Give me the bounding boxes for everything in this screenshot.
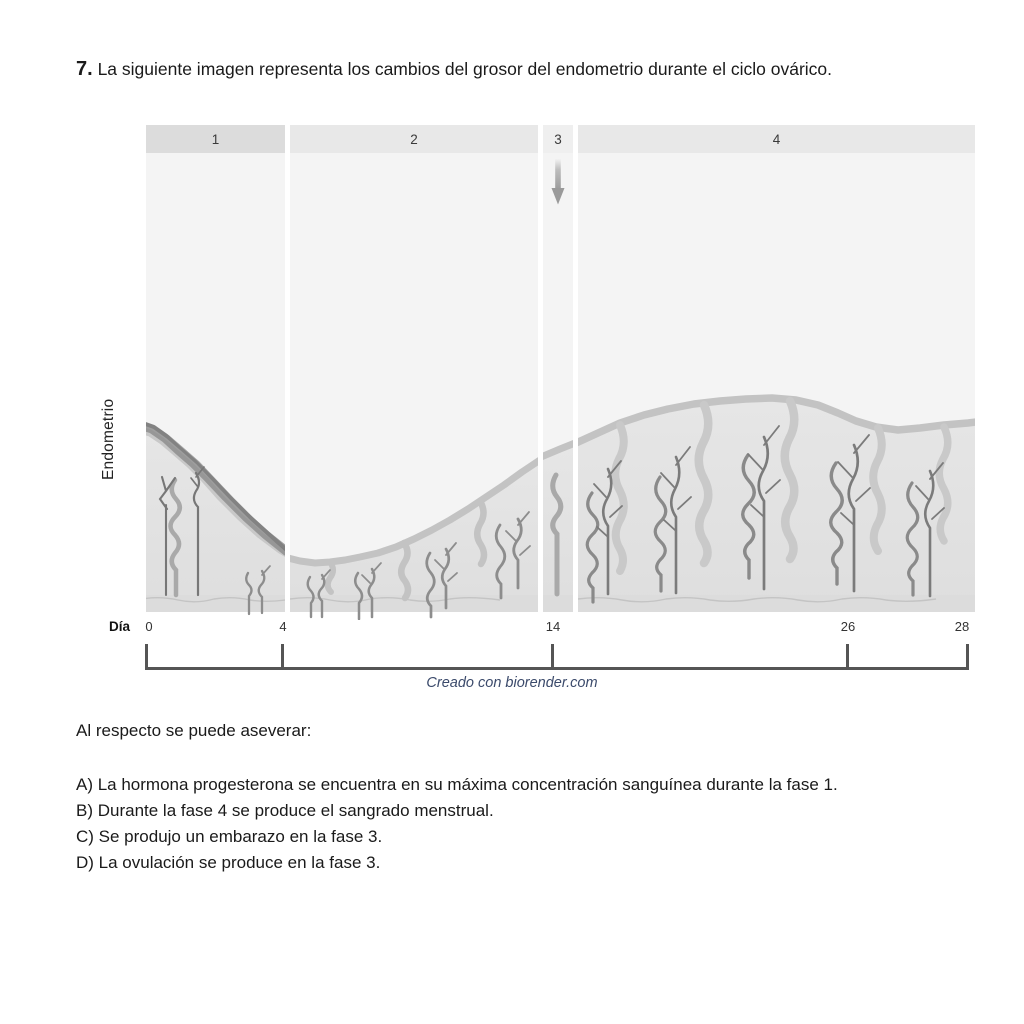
answer-option-a[interactable] — [76, 772, 976, 798]
x-tick-label-4: 4 — [279, 619, 287, 634]
x-tick-28 — [966, 644, 969, 668]
x-tick-label-14: 14 — [545, 619, 561, 634]
endometrium-illustration — [0, 125, 1024, 620]
answer-option-d[interactable]: D) La ovulación se produce en la fase 3. — [76, 853, 381, 872]
endometrium-figure — [0, 125, 1024, 695]
phase-label-1: 1 — [146, 125, 285, 153]
answer-block — [76, 718, 976, 876]
phase-label-2: 2 — [290, 125, 538, 153]
x-tick-26 — [846, 644, 849, 668]
y-axis-label: Endometrio — [100, 398, 117, 480]
x-tick-label-26: 26 — [840, 619, 856, 634]
x-tick-label-28: 28 — [954, 619, 970, 634]
phase-label-3: 3 — [543, 125, 573, 153]
x-tick-4 — [281, 644, 284, 668]
question-number: 7. — [76, 58, 93, 80]
answer-option-b[interactable]: B) Durante la fase 4 se produce el sangrado menstrual. — [76, 801, 494, 820]
question-stem — [76, 56, 976, 82]
answer-lead-in: Al respecto se puede aseverar: — [76, 721, 312, 740]
x-tick-14 — [551, 644, 554, 668]
x-axis-name: Día — [109, 619, 131, 634]
x-tick-0 — [145, 644, 148, 668]
biorender-credit: Creado con biorender.com — [426, 675, 598, 691]
x-tick-label-0: 0 — [145, 619, 153, 634]
phase-label-4: 4 — [578, 125, 975, 153]
question-stem-text: La siguiente imagen representa los cambios del grosor del endometrio durante el ciclo ovárico. — [97, 59, 832, 79]
answer-option-c[interactable]: C) Se produjo un embarazo en la fase 3. — [76, 827, 383, 846]
answer-option-a-text: A) La hormona progesterona se encuentra en su máxima concentración sanguínea durante la fase 1. — [76, 775, 838, 794]
